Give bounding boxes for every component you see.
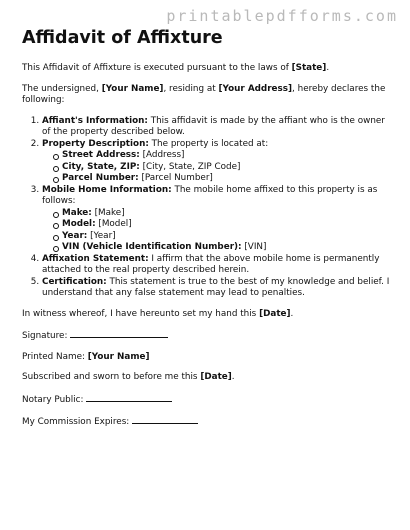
date-placeholder: [Date] [259,308,291,319]
item-mobile-home-information [42,185,394,254]
name-placeholder: [Your Name] [101,83,164,94]
sub-value: [VIN] [241,242,267,252]
address-placeholder: [Your Address] [218,83,293,94]
sub-label: VIN (Vehicle Identification Number): [62,242,242,252]
site-watermark: printablepdfforms.com [166,7,398,25]
declaration-list [22,116,394,300]
signature-label: Signature: [22,331,71,341]
sub-value: [Parcel Number] [138,173,213,183]
sub-value: [Address] [139,150,185,160]
sub-value: [City, State, ZIP Code] [139,161,241,172]
commission-line [22,415,394,429]
witness-end: . [290,308,294,319]
sub-value: [Make] [91,207,125,218]
item-text: I affirm that the above mobile home is permanently attached to the real property described herein. [42,253,380,275]
commission-label: My Commission Expires: [22,417,133,427]
sworn-end: . [231,372,235,382]
sub-value: [Year] [87,230,116,241]
mobile-home-sublist [42,208,394,254]
item-property-description [42,139,394,185]
sub-item-make [62,208,394,220]
sworn-date-placeholder: [Date] [200,372,232,382]
sub-label: Year: [62,230,88,241]
property-sublist [42,150,394,185]
sub-label: Street Address: [62,150,140,160]
item-text: The property is located at: [148,138,269,149]
item-certification [42,277,394,300]
signature-line [22,329,394,343]
witness-text: In witness whereof, I have hereunto set my hand this [22,308,260,319]
printed-name-label: Printed Name: [22,351,88,362]
state-placeholder: [State] [291,63,327,73]
signature-blank[interactable] [70,329,168,338]
sub-item-parcel-number [62,173,394,185]
sub-item-city-state-zip [62,162,394,174]
intro-paragraph [22,63,394,75]
document-title: Affidavit of Affixture [22,28,223,48]
commission-blank[interactable] [132,415,198,424]
declaration-text-1: The undersigned, [22,83,102,94]
printed-name-placeholder: [Your Name] [87,351,150,362]
sub-label: Model: [62,219,96,229]
item-affixation-statement [42,254,394,277]
item-label: Property Description: [42,138,149,149]
declaration-text-2: , residing at [163,83,219,94]
sub-label: Make: [62,207,92,218]
sub-item-street-address [62,150,394,162]
item-label: Certification: [42,276,107,287]
item-text: This affidavit is made by the affiant who is the owner of the property described below. [42,115,385,137]
sworn-text: Subscribed and sworn to before me this [22,372,201,382]
printed-name-line [22,352,394,364]
sub-item-year [62,231,394,243]
sub-label: Parcel Number: [62,173,139,183]
item-label: Affiant's Information: [42,115,148,126]
declaration-text-3: , hereby declares the following: [22,83,386,105]
sub-item-vin [62,242,394,254]
item-label: Affixation Statement: [42,253,149,264]
item-text: This statement is true to the best of my knowledge and belief. I understand that any false statement may lead to penalties. [42,276,390,298]
item-affiant-information [42,116,394,139]
sub-label: City, State, ZIP: [62,161,140,172]
notary-line [22,393,394,407]
notary-blank[interactable] [86,393,172,402]
sworn-paragraph [22,372,394,384]
intro-text: This Affidavit of Affixture is executed pursuant to the laws of [22,63,292,73]
intro-end: . [326,63,330,73]
item-text: The mobile home affixed to this property is as follows: [42,184,378,206]
declaration-paragraph [22,84,394,107]
notary-label: Notary Public: [22,394,87,405]
sub-item-model [62,219,394,231]
witness-paragraph [22,309,394,321]
affidavit-document [22,27,394,438]
sub-value: [Model] [95,219,132,229]
item-label: Mobile Home Information: [42,184,172,195]
